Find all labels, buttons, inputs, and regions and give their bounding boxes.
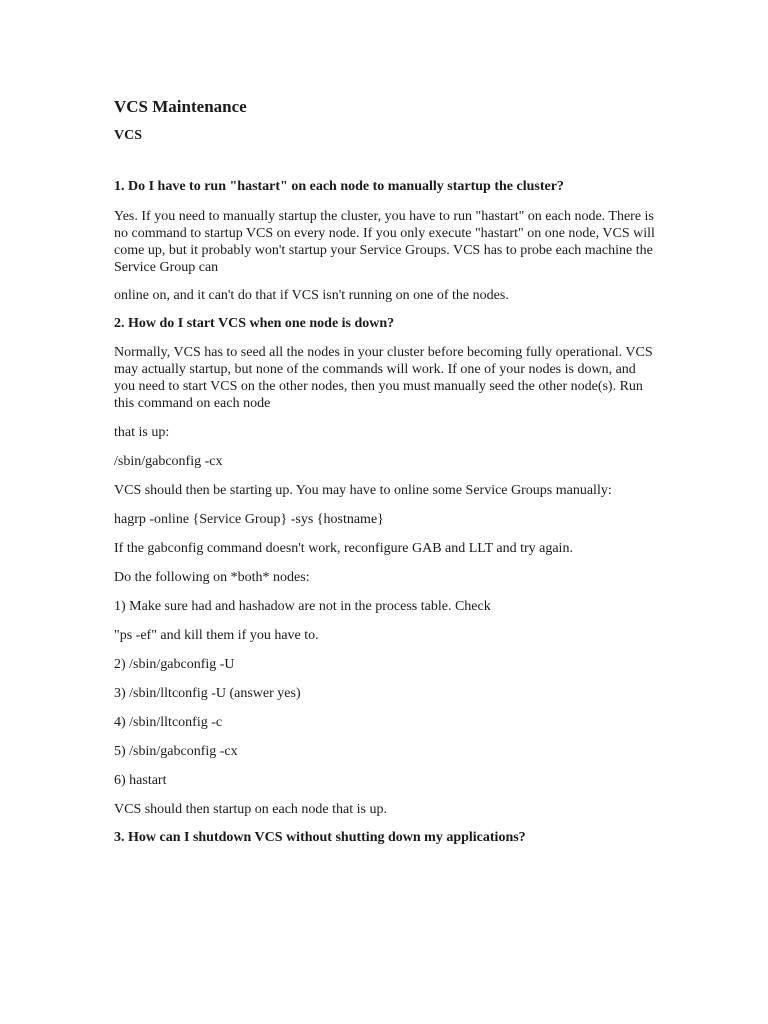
document-title: VCS Maintenance [114,97,247,116]
step-6: 6) hastart [114,773,167,788]
step-1: 1) Make sure had and hashadow are not in the process table. Check [114,599,491,614]
document-page [114,96,659,847]
answer-2-paragraph-6: If the gabconfig command doesn't work, reconfigure GAB and LLT and try again. [114,541,573,556]
answer-2-conclusion: VCS should then startup on each node that is up. [114,802,387,817]
question-3: 3. How can I shutdown VCS without shutting down my applications? [114,830,526,845]
step-5: 5) /sbin/gabconfig -cx [114,744,238,759]
document-subtitle: VCS [114,128,143,143]
step-3: 3) /sbin/lltconfig -U (answer yes) [114,686,301,701]
answer-1-paragraph-1: Yes. If you need to manually startup the cluster, you have to run "hastart" on each node. There is no command to startup VCS on every node. If you only execute "hastart" on one node, VCS will come up, but it probably won't startup your Service Groups. VCS has to probe each machine the Service Group can [114,209,655,275]
answer-2-paragraph-1: Normally, VCS has to seed all the nodes in your cluster before becoming fully operational. VCS may actually startup, but none of the commands will work. If one of your nodes is down, and you need to start VCS on the other nodes, then you must manually seed the other node(s). Run this command on each node [114,345,653,411]
question-2: 2. How do I start VCS when one node is down? [114,316,395,331]
question-1: 1. Do I have to run "hastart" on each node to manually startup the cluster? [114,179,564,194]
answer-2-command-gabconfig: /sbin/gabconfig -cx [114,454,223,469]
step-1-continued: "ps -ef" and kill them if you have to. [114,628,319,643]
answer-2-paragraph-2: that is up: [114,425,170,440]
answer-2-command-hagrp: hagrp -online {Service Group} -sys {hostname} [114,512,384,527]
step-2: 2) /sbin/gabconfig -U [114,657,235,672]
answer-1-paragraph-2: online on, and it can't do that if VCS isn't running on one of the nodes. [114,288,509,303]
answer-2-paragraph-7: Do the following on *both* nodes: [114,570,310,585]
step-4: 4) /sbin/lltconfig -c [114,715,223,730]
answer-2-paragraph-4: VCS should then be starting up. You may have to online some Service Groups manually: [114,483,612,498]
